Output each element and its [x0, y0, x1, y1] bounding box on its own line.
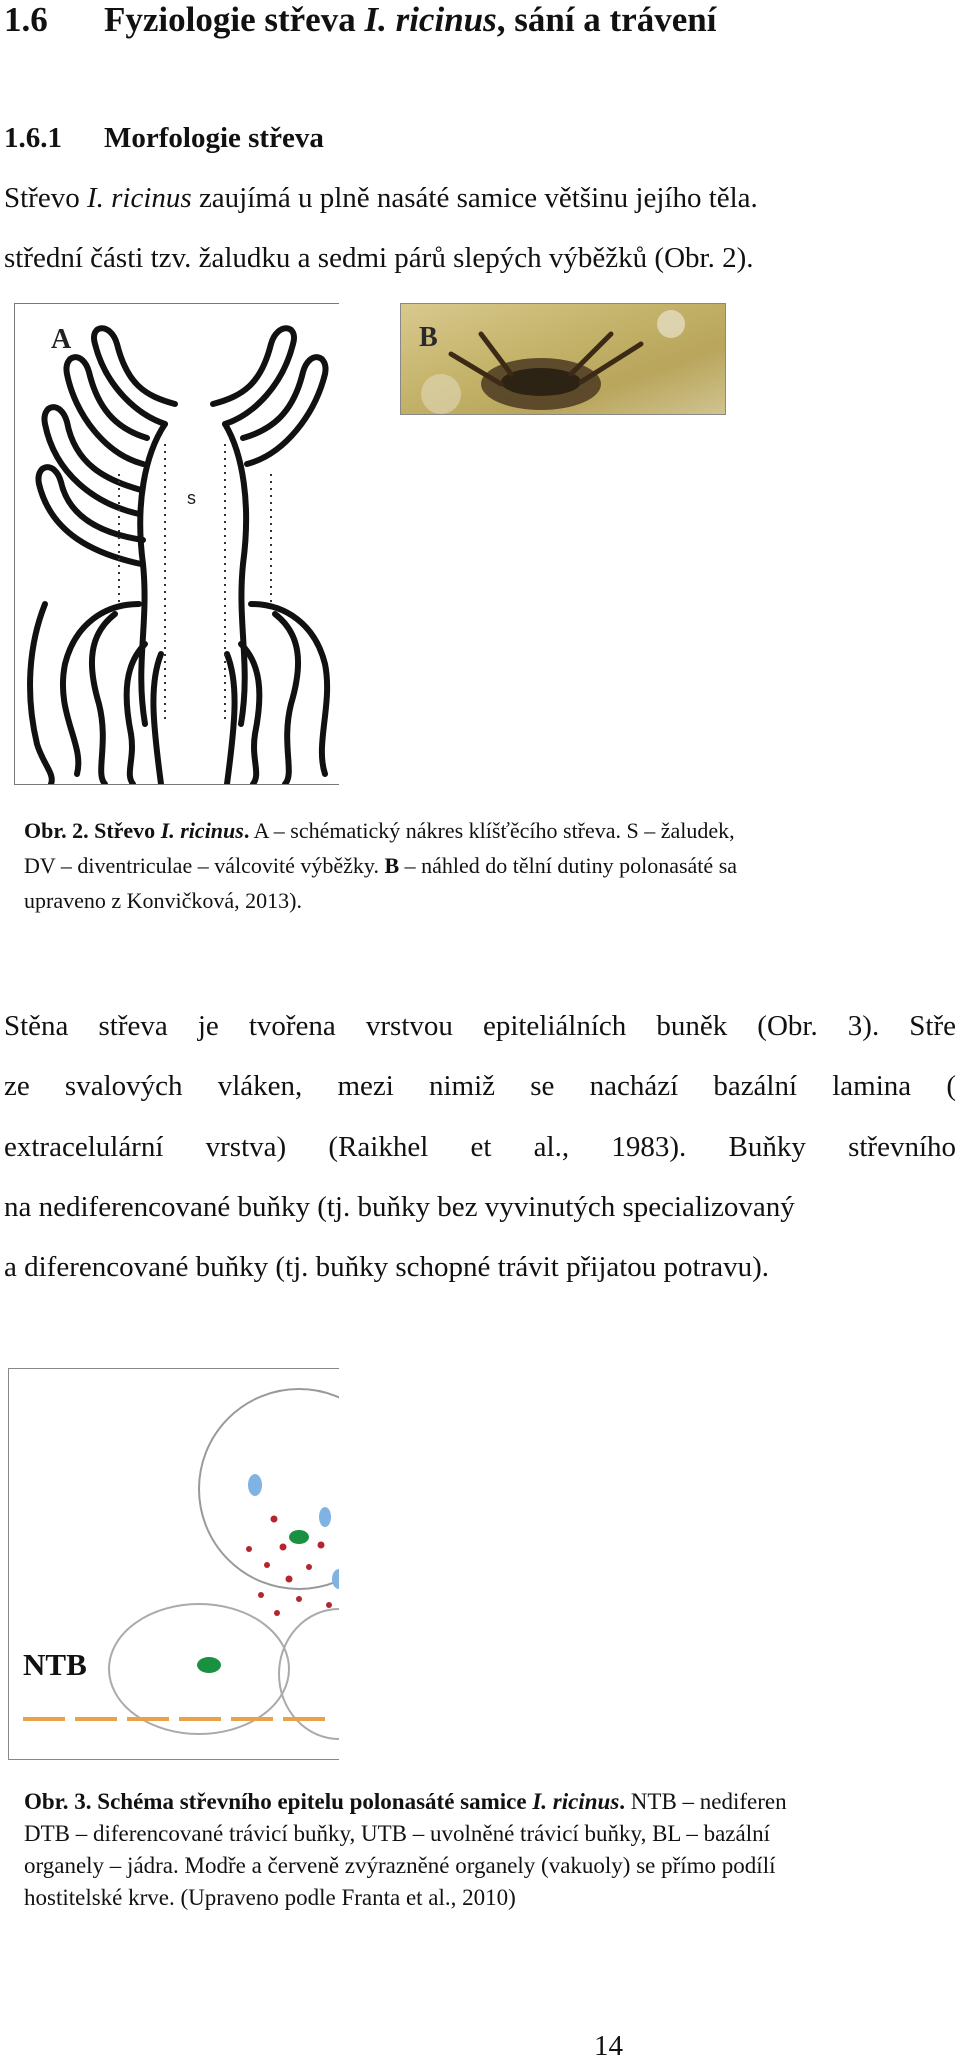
para2-line-3-text: extracelulární vrstva) (Raikhel et al., 1983). Buňky střevního [4, 1131, 956, 1163]
para2-line-1-text: Stěna střeva je tvořena vrstvou epiteliálních buněk (Obr. 3). Stře [4, 1010, 956, 1042]
figure2-panel-b-photo [400, 303, 726, 415]
fig2-cap-rest: A – schématický nákres klíšťěcího střeva. S – žaludek, [249, 818, 735, 843]
label-a: A [51, 324, 72, 355]
fig2-cap-l2-bold: B [384, 853, 400, 878]
label-ntb: NTB [23, 1647, 87, 1682]
intro-line-1-a: Střevo [4, 182, 87, 214]
tick-photo [401, 304, 725, 414]
figure2-caption-line-2 [24, 853, 737, 879]
figure3-caption-line-2: DTB – diferencované trávicí buňky, UTB – uvolněné trávicí buňky, BL – bazální [24, 1821, 771, 1846]
section-heading [4, 0, 716, 40]
page-number: 14 [594, 2030, 623, 2062]
para2-line-1 [4, 1010, 956, 1043]
section-number: 1.6 [4, 0, 48, 39]
section-title-a: Fyziologie střeva [104, 0, 365, 39]
figure3-epithelium-diagram [8, 1368, 339, 1760]
figure2-panel-a [14, 303, 339, 785]
epithelium-schematic [9, 1369, 339, 1759]
figure3-caption-line-3: organely – jádra. Modře a červeně zvýrazněné organely (vakuoly) se přímo podílí [24, 1853, 776, 1878]
figure3-caption-line-4: hostitelské krve. (Upraveno podle Franta et al., 2010) [24, 1885, 516, 1910]
fig2-cap-bold-italic: I. ricinus [160, 818, 244, 843]
para2-line-2-text: ze svalových vláken, mezi nimiž se nachází bazální lamina ( [4, 1070, 956, 1102]
section-title-b: , sání a trávení [496, 0, 717, 39]
para2-line-2 [4, 1070, 956, 1103]
fig2-cap-l2-b: – náhled do tělní dutiny polonasáté sa [399, 853, 738, 878]
intro-line-1 [4, 182, 758, 215]
gut-schematic-drawing [15, 304, 339, 784]
fig3-cap-bold-end: . [619, 1789, 626, 1814]
section-title-italic: I. ricinus [364, 0, 497, 39]
subsection-title: Morfologie střeva [104, 122, 324, 154]
label-s: s [187, 488, 196, 508]
para2-line-4: na nediferencované buňky (tj. buňky bez vyvinutých specializovaný [4, 1191, 795, 1223]
label-b: B [419, 322, 438, 353]
fig2-cap-l2-a: DV – diventriculae – válcovité výběžky. [24, 853, 385, 878]
subsection-heading [4, 122, 324, 155]
figure3-caption-line-1 [24, 1789, 787, 1815]
figure2-caption-line-1 [24, 818, 735, 844]
intro-line-1-italic: I. ricinus [86, 182, 192, 214]
para2-line-5: a diferencované buňky (tj. buňky schopné trávit přijatou potravu). [4, 1251, 770, 1283]
figure2-caption-line-3: upraveno z Konvičková, 2013). [24, 888, 302, 913]
intro-line-1-b: zaujímá u plně nasáté samice většinu jejího těla. [191, 182, 758, 214]
fig2-cap-bold-end: . [243, 818, 250, 843]
fig3-cap-rest: NTB – nediferen [625, 1789, 787, 1814]
fig3-cap-bold-italic: I. ricinus [532, 1789, 620, 1814]
para2-line-3 [4, 1131, 956, 1164]
intro-line-2: střední části tzv. žaludku a sedmi párů slepých výběžků (Obr. 2). [4, 242, 754, 274]
fig2-cap-bold: Obr. 2. Střevo [24, 818, 161, 843]
fig3-cap-bold: Obr. 3. Schéma střevního epitelu polonasáté samice [24, 1789, 533, 1814]
subsection-number: 1.6.1 [4, 122, 62, 154]
